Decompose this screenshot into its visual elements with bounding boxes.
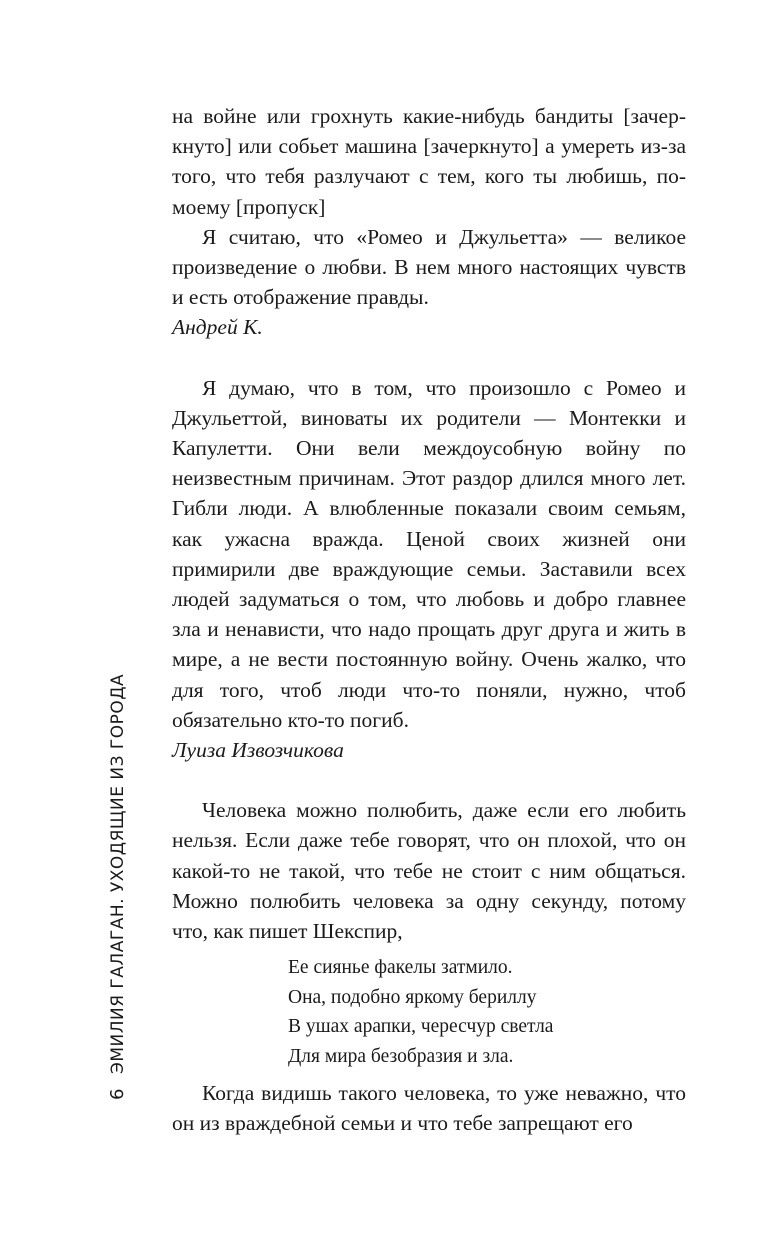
poem-line: В ушах арапки, чересчур светла (288, 1016, 554, 1038)
paragraph-5: Когда видишь такого человека, то уже неважно, что он из враждебной семьи и что тебе запрещают его (172, 1081, 686, 1136)
signature-luiza: Луиза Извозчикова (172, 738, 344, 763)
poem-line: Для мира безобразия и зла. (288, 1045, 514, 1067)
paragraph-4: Человека можно полюбить, даже если его любить нельзя. Если даже тебе говорят, что он плохой, что он какой-то не такой, что тебе не стоит с ним общаться. Можно полюбить человека за одну секунду, потому что, как пишет Шекспир, (172, 798, 686, 944)
section-gap (172, 343, 686, 373)
page-number: 6 (107, 1088, 128, 1100)
paragraph-1: на войне или грохнуть какие-нибудь бандиты [зачеркнуто] или собьет машина [зачеркнуто] а умереть из-за того, что тебя разлучают с тем, кого ты любишь, по-моему [пропуск] (172, 104, 686, 219)
section-gap (172, 765, 686, 795)
poem-line: Она, подобно яркому бериллу (288, 986, 537, 1008)
page-body (172, 101, 686, 1139)
poem-line: Ее сиянье факелы затмило. (288, 957, 513, 979)
paragraph-2: Я считаю, что «Ромео и Джульетта» — великое произведение о любви. В нем много настоящих чувств и есть отображение правды. (172, 224, 686, 310)
running-header (107, 674, 128, 1100)
paragraph-3: Я думаю, что в том, что произошло с Ромео и Джульеттой, виноваты их родители — Монтекки и Капулетти. Они вели междоусобную войну по неизвестным причинам. Этот раздор длился много лет. Гибли люди. А влюбленные показали своим семьям, как ужасна вражда. Ценой своих жизней они примирили две враждующие семьи. Заставили всех людей задуматься о том, что любовь и добро главнее зла и ненависти, что надо прощать друг друга и жить в мире, а не вести постоянную войну. Очень жалко, что для того, чтоб люди что-то поняли, нужно, чтоб обязательно кто-то погиб. (172, 375, 686, 732)
running-header-title: ЭМИЛИЯ ГАЛАГАН. УХОДЯЩИЕ ИЗ ГОРОДА (108, 673, 128, 1075)
poem-quote (288, 953, 686, 1071)
signature-andrey: Андрей К. (172, 315, 263, 340)
